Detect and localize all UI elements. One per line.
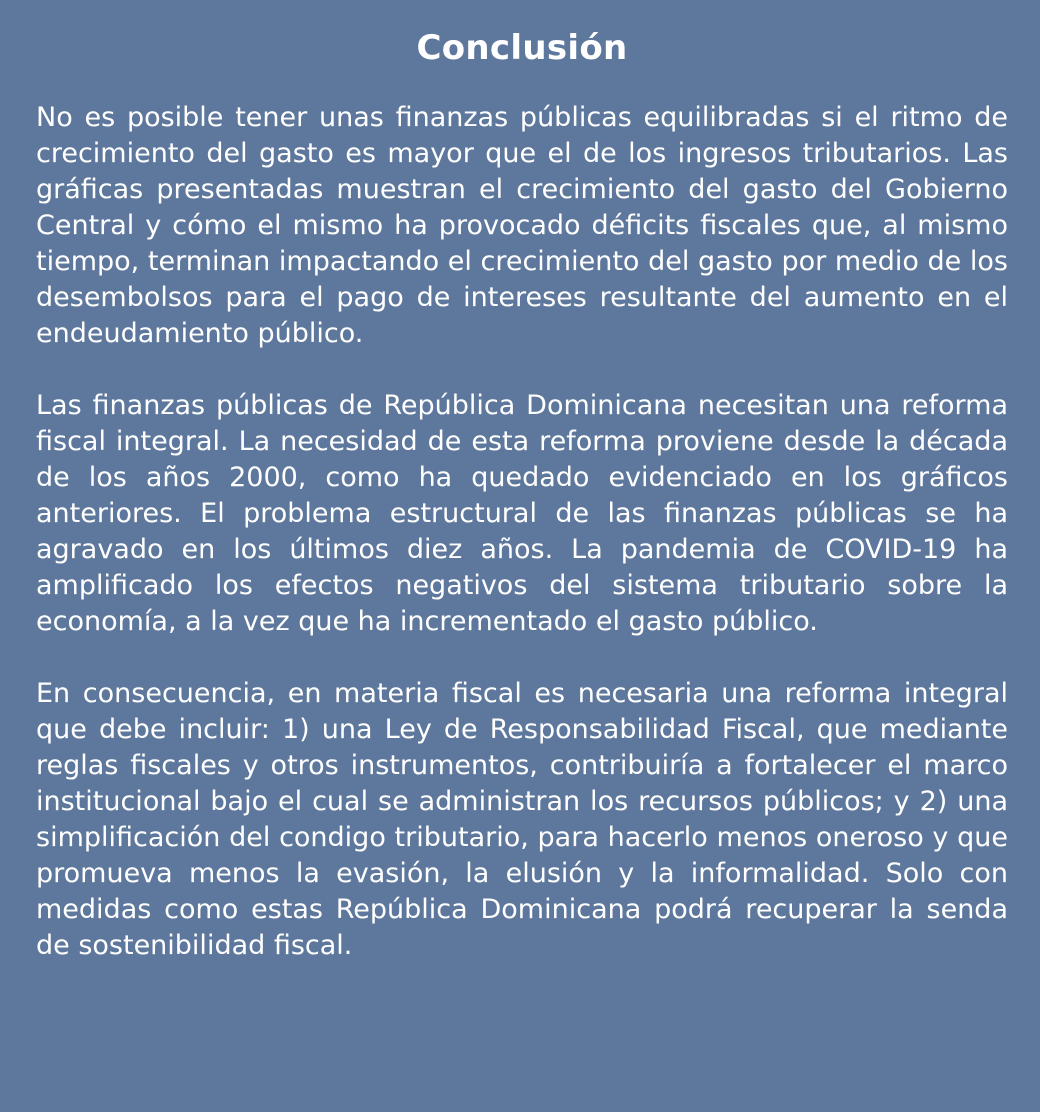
paragraph-reform-proposal: En consecuencia, en materia fiscal es necesaria una reforma integral que debe incluir: 1) una Ley de Responsabilidad Fiscal, que mediante reglas fiscales y otros instrumentos, contribuiría a fortalecer el marco institucional bajo el cual se administran los recursos públicos; y 2) una simplificación del condigo tributario, para hacerlo menos oneroso y que promueva menos la evasión, la elusión y la informalidad. Solo con medidas como estas República Dominicana podrá recuperar la senda de sostenibilidad fiscal. [36,678,1008,961]
paragraph-fiscal-reform-need: Las finanzas públicas de República Dominicana necesitan una reforma fiscal integral. La necesidad de esta reforma proviene desde la década de los años 2000, como ha quedado evidenciado en los gráficos anteriores. El problema estructural de las finanzas públicas se ha agravado en los últimos diez años. La pandemia de COVID-19 ha amplificado los efectos negativos del sistema tributario sobre la economía, a la vez que ha incrementado el gasto público. [36,390,1008,637]
page-title: Conclusión [416,28,628,68]
paragraph-fiscal-balance: No es posible tener unas finanzas públicas equilibradas si el ritmo de crecimiento del gasto es mayor que el de los ingresos tributarios. Las gráficas presentadas muestran el crecimiento del gasto del Gobierno Central y cómo el mismo ha provocado déficits fiscales que, al mismo tiempo, terminan impactando el crecimiento del gasto por medio de los desembolsos para el pago de intereses resultante del aumento en el endeudamiento público. [36,102,1008,349]
